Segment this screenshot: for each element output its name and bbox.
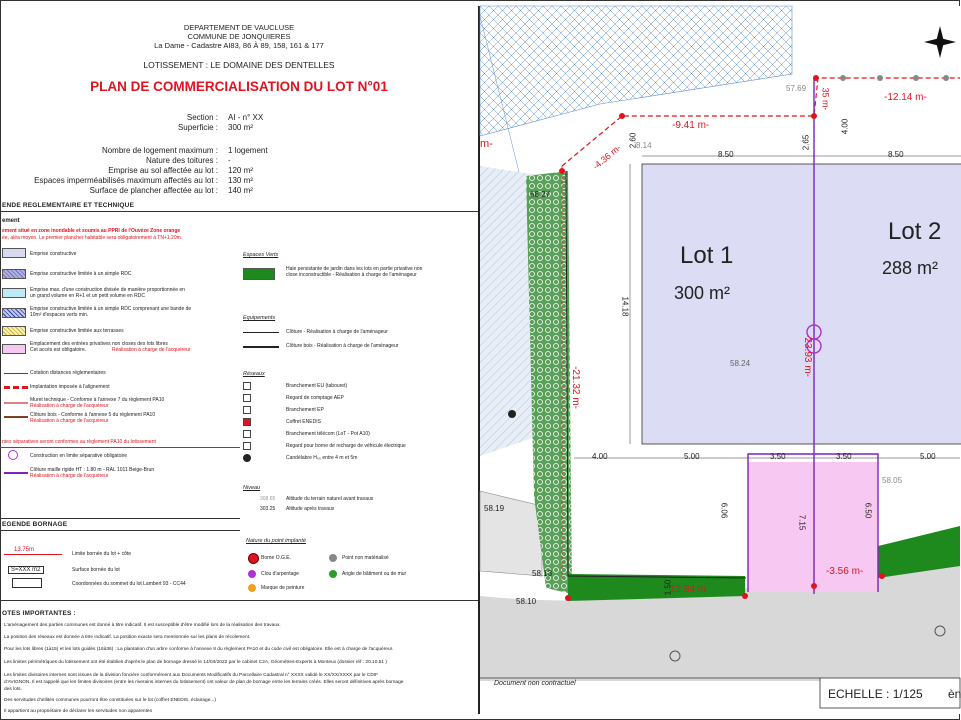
dim: 1.50	[663, 579, 673, 596]
divider	[0, 211, 478, 212]
legend-item: Emprise constructive limitée à un simple RDC	[30, 271, 132, 277]
niv-title: Niveau	[243, 485, 261, 491]
bornage-surf-label: Surface bornée du lot	[72, 567, 120, 573]
reseau-icon	[243, 394, 251, 402]
dim: 2.60	[628, 132, 638, 149]
clou-arpentage-icon	[248, 570, 256, 578]
legend-item-note: Réalisation à charge de l'acquéreur	[30, 473, 109, 479]
reseau-icon	[243, 442, 251, 450]
dim: 58.27	[530, 190, 551, 199]
res-item: Branchement EP	[286, 407, 324, 413]
res-item: Candélabre H₀₀ entre 4 m et 5m	[286, 455, 358, 461]
dim: 3.50	[770, 452, 786, 461]
dim: 58.24	[730, 359, 751, 368]
bornage-title: EGENDE BORNAGE	[2, 521, 68, 528]
legend-swatch-entree	[2, 344, 26, 354]
dim: 58.19	[484, 504, 505, 513]
eq-title: Equipements	[243, 315, 276, 321]
reseau-icon	[243, 454, 251, 462]
info-value: 300 m²	[228, 123, 253, 132]
dim: 8.14	[636, 141, 652, 150]
dim: 58.10	[516, 597, 537, 606]
legend-item: Emprise constructive limitée à un simple RDC comprenant une bande de	[30, 306, 192, 312]
bornage-dist-label: Limite bornée du lot + côte	[72, 551, 132, 557]
dim: 2.65	[801, 134, 811, 151]
dim: 57.69	[786, 84, 807, 93]
legend-item: Clôture bois - Conforme à l'annexe 5 du règlement PA10	[30, 412, 156, 418]
reseau-icon	[243, 382, 251, 390]
info-key: Espaces imperméabilisés maximum affectés au lot :	[34, 176, 218, 185]
legend-title: ENDE REGLEMENTAIRE ET TECHNIQUE	[2, 202, 135, 209]
res-item: Branchement télécom (LoT - Pot A10)	[286, 431, 370, 437]
dim: 35 m-	[820, 87, 831, 111]
buildable-zone	[642, 164, 961, 444]
reseau-icon	[243, 406, 251, 414]
divider	[0, 518, 240, 519]
note-line: Il appartient au propriétaire de déclarer les servitudes non apparentes	[4, 709, 152, 714]
info-value: -	[228, 156, 231, 165]
info-key: Nature des toitures :	[145, 156, 218, 165]
legend-swatch-rdc	[2, 269, 26, 279]
point-non-materialise-icon	[329, 554, 337, 562]
nature-item: Borne O.G.E.	[261, 555, 292, 561]
lotissement-line: LOTISSEMENT : LE DOMAINE DES DENTELLES	[143, 60, 335, 70]
cartouche-panel	[0, 6, 480, 714]
info-value: 140 m²	[228, 186, 253, 195]
dept-line: DEPARTEMENT DE VAUCLUSE	[183, 23, 295, 32]
dim: 5.00	[684, 452, 700, 461]
legend-item: 10m² d'espaces verts min.	[30, 312, 89, 318]
dim: -4.36 m-	[590, 142, 623, 172]
reseau-icon	[243, 430, 251, 438]
dim: 8.50	[718, 150, 734, 159]
bornage-surf: S=XXX m2	[8, 566, 44, 574]
legend-item: Construction en limite séparative obligatoire	[30, 453, 127, 459]
res-item: Coffret ENEDIS	[286, 419, 321, 425]
info-value: 130 m²	[228, 176, 253, 185]
legend-line-muret	[4, 402, 28, 404]
info-value: 120 m²	[228, 166, 253, 175]
nature-item: Clou d'arpentage	[261, 571, 299, 577]
borne-oge-icon	[248, 553, 259, 564]
note-line: des lots.	[4, 687, 22, 692]
note-line: Pour les lots libres (1à15) et les lots guidés (16à36) : La plantation d'un arbre conforme à l'annexe 8 du règlement PA10 et du code civil est obligatoire. Elle est à charge de l'acquéreur.	[4, 647, 394, 652]
lot2-area: 288 m²	[882, 258, 939, 278]
ev-item-2: close inconstructible - Réalisation à charge de l'aménageur	[286, 272, 417, 278]
legend-item: Emprise max. d'une construction divisée de manière proportionnée en	[30, 287, 185, 293]
note-line: d'AVIGNON. Il est rappelé que les limites divisoires (entre les riverains internes du lotissement) ont valeur de plan de bornage entre les terrains créés. Elles seront définitives après bornage	[4, 680, 404, 685]
legend-item: Clôture maille rigide HT : 1.80 m - RAL 1011 Beige-Brun	[30, 467, 155, 473]
info-value: 1 logement	[228, 146, 268, 155]
dim: 4.00	[840, 118, 850, 135]
dim: m-	[480, 138, 493, 150]
legend-line-alignement	[4, 386, 28, 389]
legend-item: un grand volume en R+1 et un petit volume en RDC	[30, 293, 145, 299]
legend-sub: ement	[2, 218, 20, 224]
dim: -3.56 m-	[826, 566, 864, 577]
dim: 14.18	[620, 296, 630, 317]
legend-item-note: Réalisation à charge de l'acquéreur	[112, 347, 191, 353]
plan-panel	[480, 6, 960, 714]
notes-title: OTES IMPORTANTES :	[2, 610, 76, 617]
note-line: La position des réseaux est donnée à titre indicatif. La position exacte sera mentionnée sur les plans de récolement.	[4, 635, 251, 640]
bornage-line	[4, 554, 62, 555]
dim: -9.41 m-	[672, 120, 710, 131]
dim: 58.13	[532, 569, 553, 578]
legend-item-note: Réalisation à charge de l'acquéreur	[30, 418, 109, 424]
nature-title: Nature du point implanté	[246, 538, 306, 544]
commune-line: COMMUNE DE JONQUIERES	[187, 32, 291, 41]
legend-item: ntes séparatives seront conformes au règlement PA10 du lotissement	[2, 439, 156, 445]
ppri-note-2: ée, aléa moyen. Le premier plancher habitable sera obligatoirement à TN+1.20m.	[2, 235, 183, 241]
res-item: Regard pour borne de recharge de véhicule électrique	[286, 443, 406, 449]
niv-val-1: 308.65	[260, 496, 276, 502]
legend-swatch-rdc-ev	[2, 308, 26, 318]
res-item: Branchement EU (tabouret)	[286, 383, 348, 389]
legend-item: Emprise constructive limitée aux terrasses	[30, 328, 124, 334]
legend-line-cloture-bois	[4, 416, 28, 418]
info-key: Emprise au sol affectée au lot :	[108, 166, 218, 175]
ev-title: Espaces Verts	[243, 252, 279, 258]
plan-drawing	[480, 6, 960, 714]
nature-item: Marque de peinture	[261, 585, 305, 591]
reseau-icon	[243, 418, 251, 426]
legend-swatch-terrasse	[2, 326, 26, 336]
lot1-name: Lot 1	[680, 242, 734, 269]
legend-item: Cet accès est obligatoire.	[30, 347, 87, 353]
legend-swatch-haie	[243, 268, 275, 280]
dim: 3.50	[836, 452, 852, 461]
dim: 58.05	[882, 476, 903, 485]
dim: 7.15	[797, 514, 807, 531]
dim: -12.14 m-	[884, 92, 927, 103]
niv-item: Altitude après travaux	[286, 506, 335, 512]
scale-label: ECHELLE : 1/125	[828, 687, 923, 701]
angle-batiment-icon	[329, 570, 337, 578]
dim: -21.32 m-	[569, 366, 581, 409]
lot1-area: 300 m²	[674, 283, 731, 303]
legend-item-note: Réalisation à charge de l'acquéreur	[30, 403, 109, 409]
ppri-note: ement situé en zone inondable et soumis au PPRI de l'Ouvèze Zone orange	[2, 228, 181, 234]
info-key: Nombre de logement maximum :	[101, 146, 218, 155]
info-key: Superficie :	[177, 123, 218, 132]
divider	[0, 530, 240, 531]
scale-suffix: èn	[948, 687, 961, 701]
page-title: PLAN DE COMMERCIALISATION DU LOT N°01	[90, 79, 388, 94]
res-item: Regard de comptage AEP	[286, 395, 344, 401]
legend-item: Emplacement des entrées privatives non closes des lots libres	[30, 341, 168, 347]
legend-item: Cotation distances réglementaires	[30, 370, 106, 376]
legend-line-cloture-bois-2	[243, 346, 279, 348]
niv-val-2: 303.25	[260, 506, 276, 512]
legend-swatch-emprise	[2, 248, 26, 258]
dim: 6.50	[863, 502, 873, 519]
eq-item: Clôture - Réalisation à charge de l'aménageur	[286, 329, 388, 335]
legend-swatch-volume	[2, 288, 26, 298]
contract-note: Document non contractuel	[494, 680, 576, 687]
eq-item: Clôture bois - Réalisation à charge de l'aménageur	[286, 343, 399, 349]
legend-line-cloture	[243, 332, 279, 333]
ev-item: Haie persistante de jardin dans les lots en partie privative non	[286, 266, 423, 272]
info-value: AI - n° XX	[228, 113, 264, 122]
legend-item: Emprise constructive	[30, 251, 77, 257]
nature-item: Angle de bâtiment ou de mur	[342, 571, 407, 577]
note-line: Les limites divisoires internes sont issues de la division foncière conformément aux Documents Modificatifs du Parcellaire Cadastral n° XXXX validé le XX/XX/XXXX par le CDIF	[4, 673, 379, 678]
bornage-coord-label: Coordonnées du sommet du lot Lambert 93 - CC44	[72, 581, 186, 587]
dim: 8.50	[888, 150, 904, 159]
legend-line-cotation	[4, 373, 28, 374]
res-title: Réseaux	[243, 371, 265, 377]
dim: 12.84 m	[670, 584, 707, 595]
divider	[0, 600, 478, 601]
marque-peinture-icon	[248, 584, 256, 592]
bornage-dist: 13.75m	[14, 547, 35, 553]
lot2-name: Lot 2	[888, 218, 942, 245]
legend-line-cloture-rigide	[4, 472, 28, 474]
legend-item: Implantation imposée à l'alignement	[30, 384, 110, 390]
note-line: Les limites périmétriques du lotissement ont été établies d'après le plan de bornage dressé le 14/04/2022 par le cabinet C2A, Géomètres-Experts à Monteux (dossier réf : 20.10.51 )	[4, 660, 388, 665]
dim: -23.93 m-	[801, 334, 813, 377]
dim: 4.00	[592, 452, 608, 461]
note-line: Des servitudes d'utilités communes pourront être constituées sur le lot (coffret ENEDIS, éclairage...)	[4, 698, 216, 703]
legend-item: Muret technique - Conforme à l'annexe 7 du règlement PA10	[30, 397, 165, 403]
note-line: L'aménagement des parties communes est donné à titre indicatif. Il est susceptible d'être modifié lors de la réalisation des travaux.	[4, 623, 281, 628]
divider	[0, 447, 240, 448]
nature-item: Point non matérialisé	[342, 555, 389, 561]
info-key: Surface de plancher affectée au lot :	[89, 186, 218, 195]
coord-box	[12, 578, 42, 588]
niv-item: Altitude du terrain naturel avant travaux	[286, 496, 374, 502]
cadastre-line: La Dame - Cadastre AI83, 86 À 89, 158, 161 & 177	[154, 41, 324, 50]
dim: 6.06	[719, 502, 729, 519]
legend-circle-limite	[8, 450, 18, 460]
info-key: Section :	[186, 113, 218, 122]
dim: 5.00	[920, 452, 936, 461]
